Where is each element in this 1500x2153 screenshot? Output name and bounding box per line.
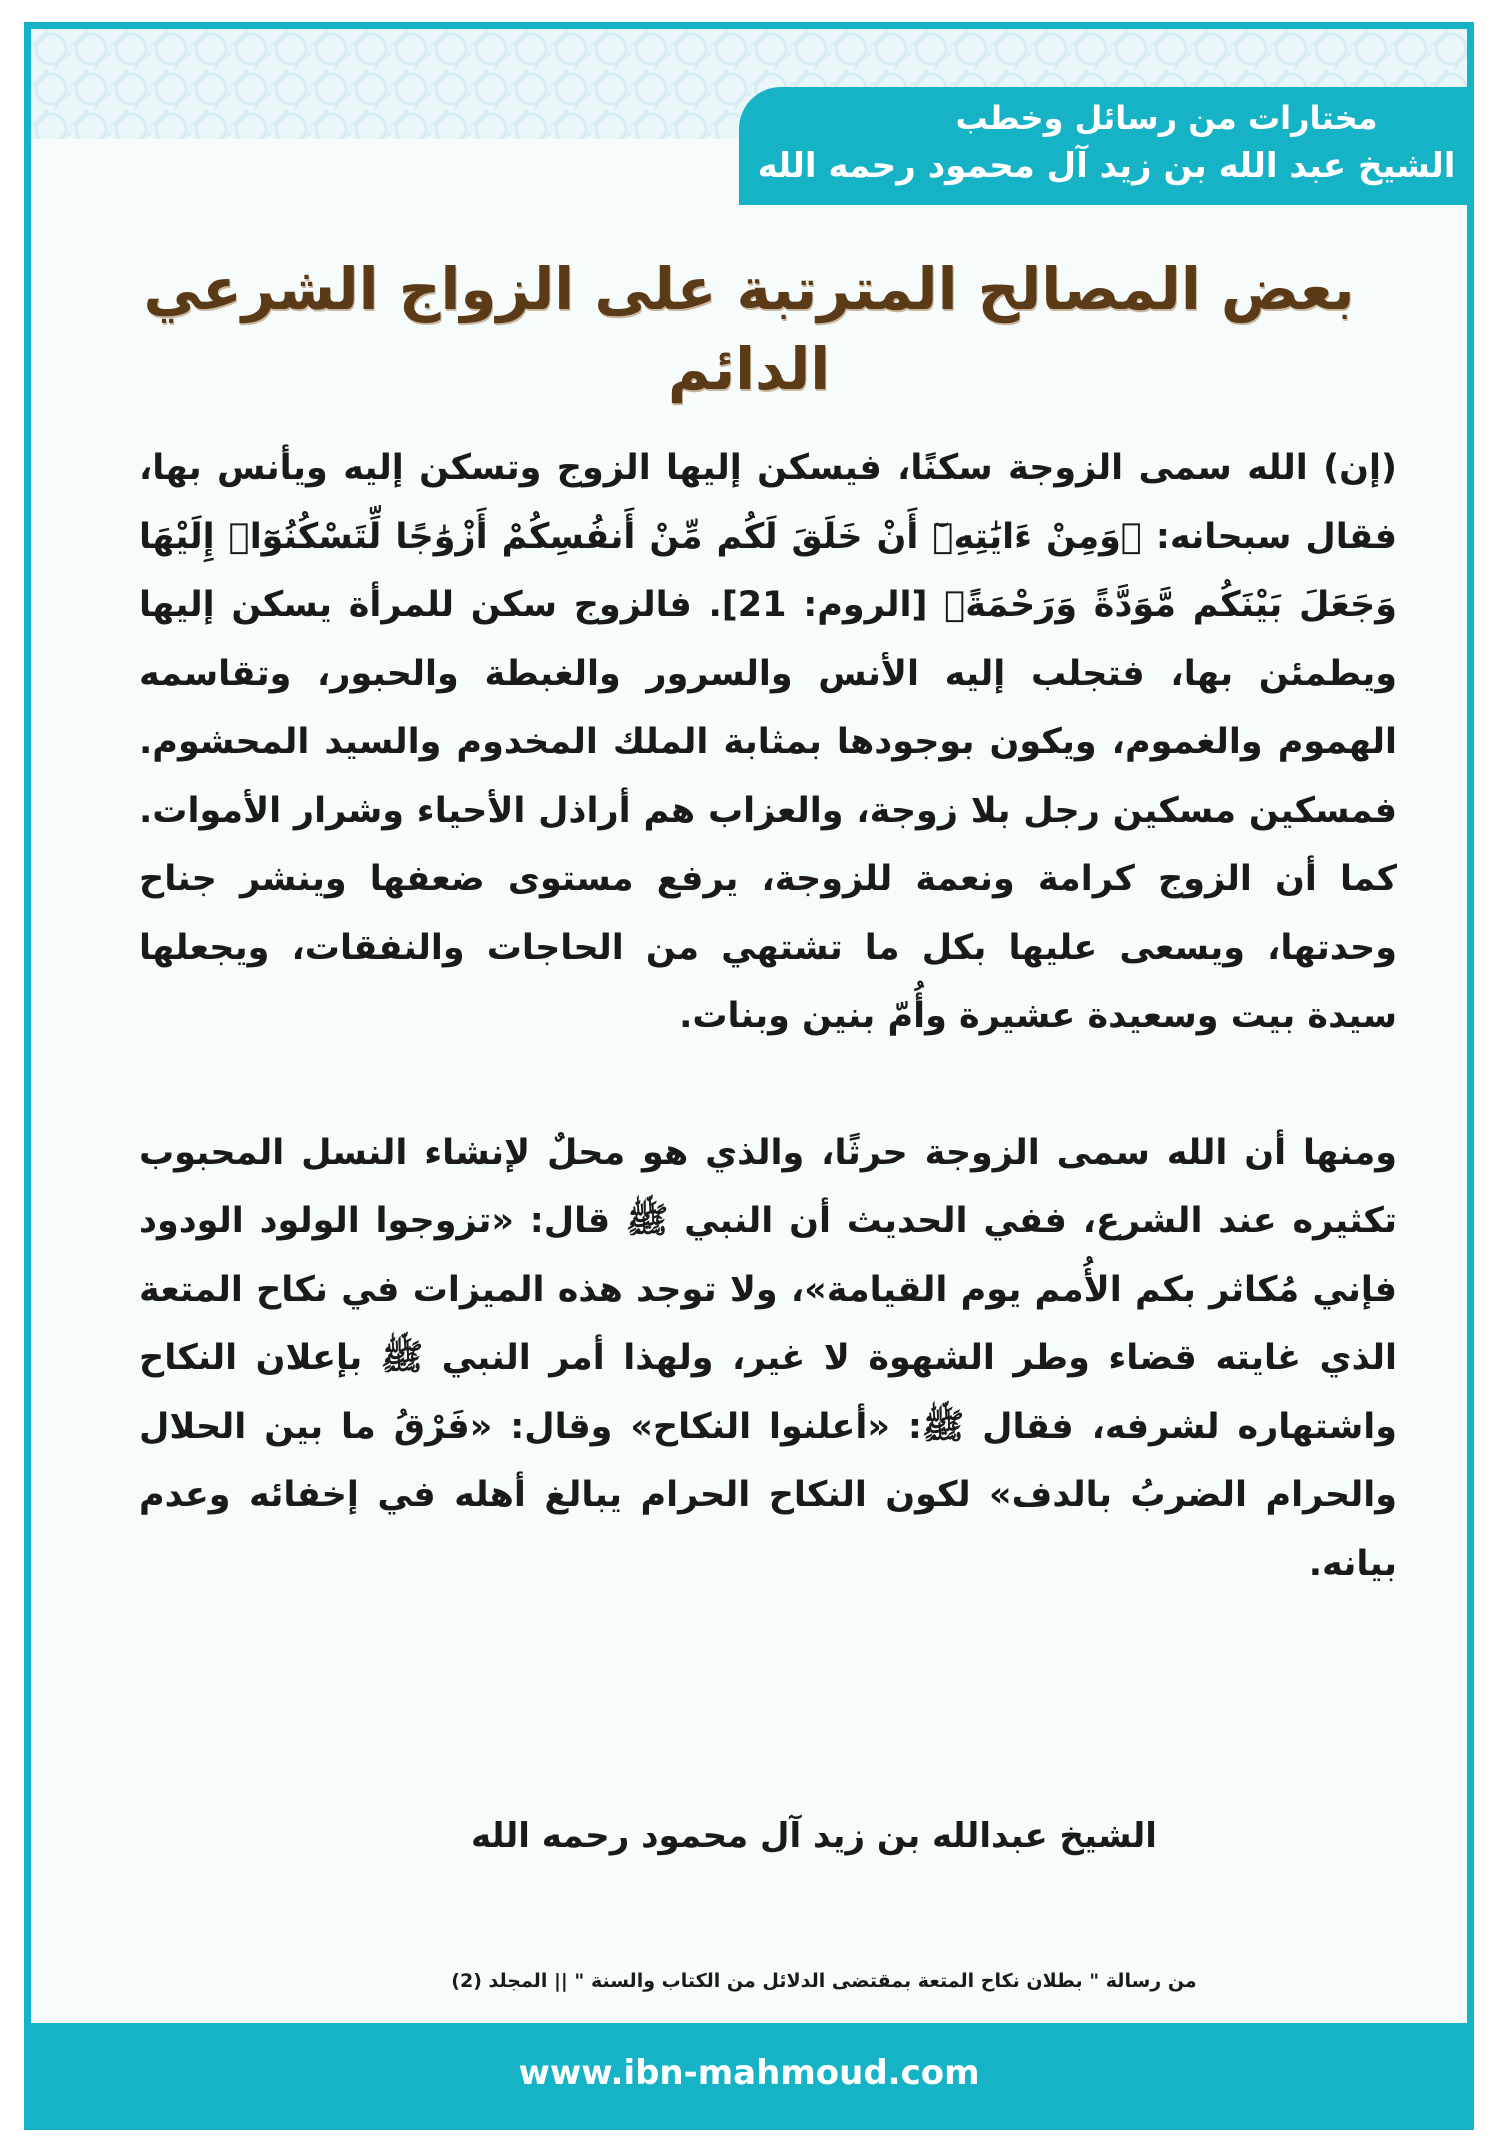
article-title: بعض المصالح المترتبة على الزواج الشرعي الدائم	[143, 255, 1355, 403]
footer-band	[31, 2023, 1467, 2123]
header-series-title: مختارات من رسائل وخطب	[955, 99, 1378, 137]
source-citation: من رسالة " بطلان نكاح المتعة بمقتضى الدلائل من الكتاب والسنة " || المجلد (2)	[451, 1970, 1197, 1992]
article-body	[139, 434, 1397, 1598]
header-author: الشيخ عبد الله بن زيد آل محمود رحمه الله	[757, 146, 1456, 186]
paragraph-1: (إن) الله سمى الزوجة سكنًا، فيسكن إليها الزوج وتسكن إليه ويأنس بها، فقال سبحانه: ﴿وَمِنْ ءَايَٰتِهِۦٓ أَنْ خَلَقَ لَكُم مِّنْ أَنفُسِكُمْ أَزْوَٰجًا لِّتَسْكُنُوٓا۟ إِلَيْهَا وَجَعَلَ بَيْنَكُم مَّوَدَّةً وَرَحْمَةً﴾ [الروم: 21]. فالزوج سكن للمرأة يسكن إليها ويطمئن بها، فتجلب إليه الأنس والسرور والغبطة والحبور، وتقاسمه الهموم والغموم، ويكون بوجودها بمثابة الملك المخدوم والسيد المحشوم. فمسكين مسكين رجل بلا زوجة، والعزاب هم أراذل الأحياء وشرار الأموات. كما أن الزوج كرامة ونعمة للزوجة، يرفع مستوى ضعفها وينشر جناح وحدتها، ويسعى عليها بكل ما تشتهي من الحاجات والنفقات، ويجعلها سيدة بيت وسعيدة عشيرة وأُمّ بنين وبنات.	[139, 448, 1397, 1036]
author-signature: الشيخ عبدالله بن زيد آل محمود رحمه الله	[471, 1816, 1157, 1856]
header-band	[739, 87, 1474, 205]
paragraph-2: ومنها أن الله سمى الزوجة حرثًا، والذي هو محلٌ لإنشاء النسل المحبوب تكثيره عند الشرع، ففي الحديث أن النبي ﷺ قال: «تزوجوا الولود الودود فإني مُكاثر بكم الأُمم يوم القيامة»، ولا توجد هذه الميزات في نكاح المتعة الذي غايته قضاء وطر الشهوة لا غير، ولهذا أمر النبي ﷺ بإعلان النكاح واشتهاره لشرفه، فقال ﷺ: «أعلنوا النكاح» وقال: «فَرْقُ ما بين الحلال والحرام الضربُ بالدف» لكون النكاح الحرام يبالغ أهله في إخفائه وعدم بيانه.	[139, 1132, 1397, 1584]
page-frame	[24, 22, 1474, 2130]
website-link[interactable]: www.ibn-mahmoud.com	[518, 2053, 980, 2093]
